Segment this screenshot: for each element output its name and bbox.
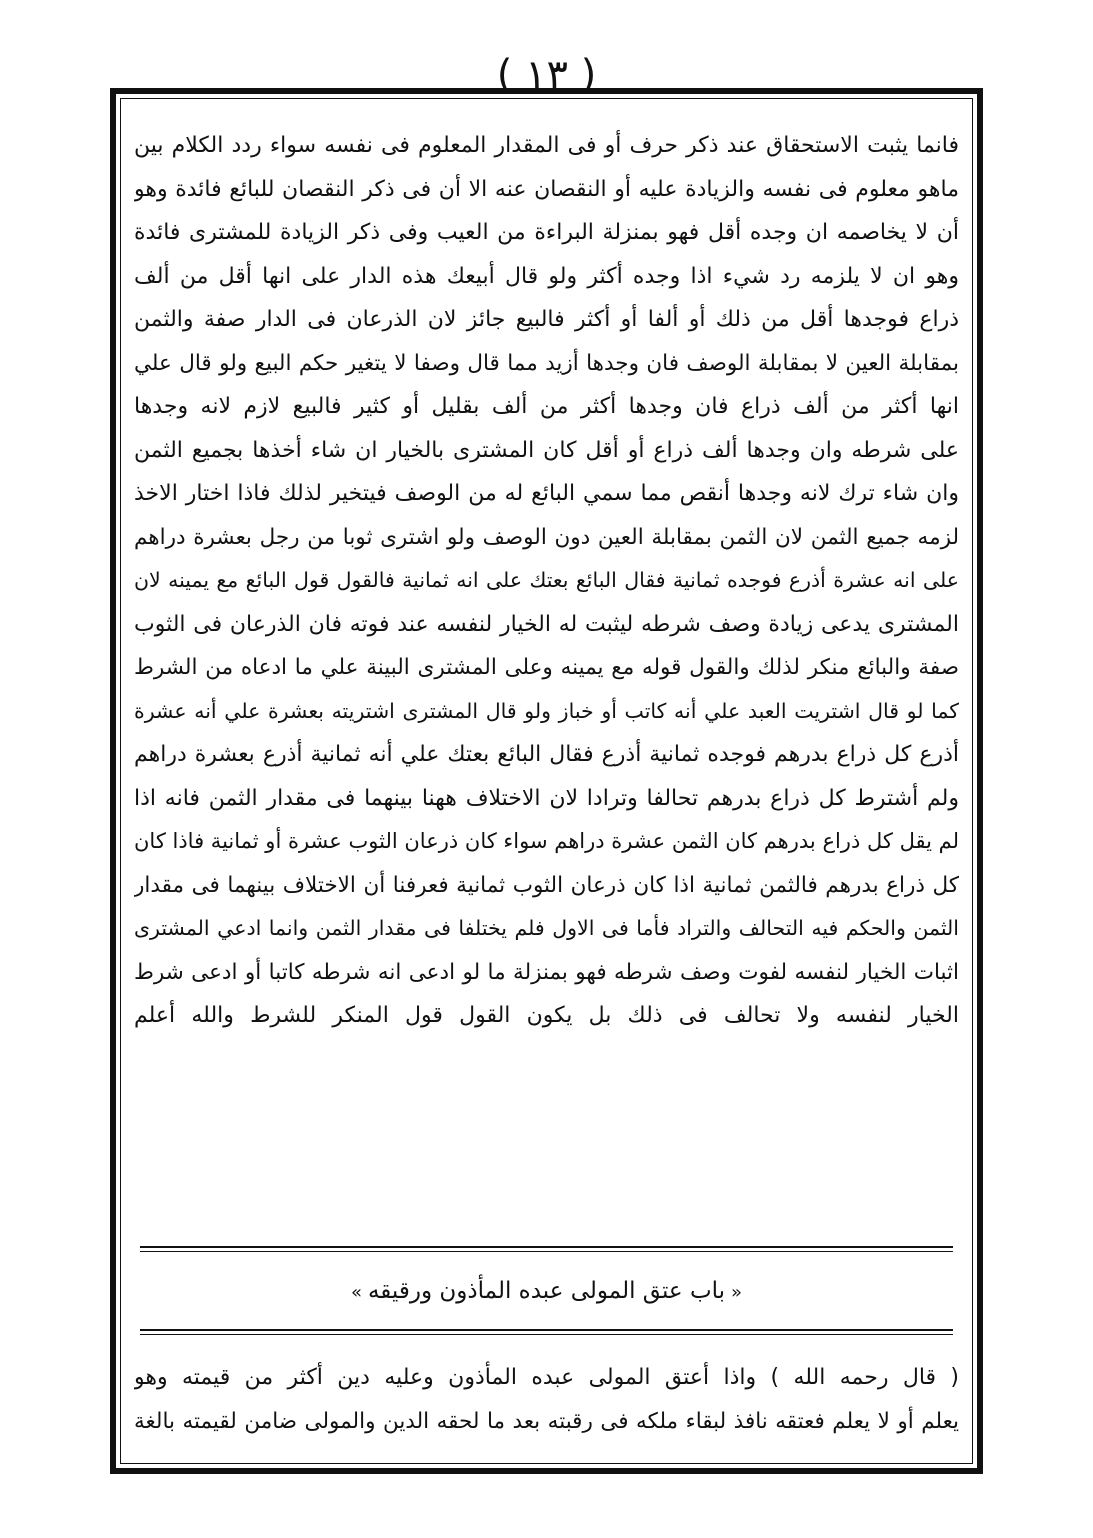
text-line: بمقابلة العين لا بمقابلة الوصف فان وجدها أزيد مما قال وصفا لا يتغير حكم البيع ولو قال علي — [134, 350, 959, 376]
ornament-left-icon: » — [350, 1282, 362, 1303]
text-line: على انه عشرة أذرع فوجده ثمانية فقال البائع بعتك على انه ثمانية فالقول قول البائع مع يمينه لان — [134, 568, 959, 592]
text-line: يعلم أو لا يعلم فعتقه نافذ لبقاء ملكه فى رقبته بعد ما لحقه الدين والمولى ضامن لقيمته بالغة — [134, 1408, 959, 1434]
text-line: وان شاء ترك لانه وجدها أنقص مما سمي البائع له من الوصف فيتخير لذلك فاذا اختار الاخذ — [134, 481, 959, 506]
text-line: فانما يثبت الاستحقاق عند ذكر حرف أو فى المقدار المعلوم فى نفسه سواء ردد الكلام بين — [134, 133, 959, 158]
text-line: الثمن والحكم فيه التحالف والتراد فأما فى الاول فلم يختلفا فى مقدار الثمن وانما ادعي المشترى — [134, 916, 959, 940]
section-text-body — [134, 1356, 959, 1443]
text-line: صفة والبائع منكر لذلك والقول قوله مع يمينه وعلى المشترى البينة علي ما ادعاه من الشرط — [134, 655, 959, 680]
text-line: الخيار لنفسه ولا تحالف فى ذلك بل يكون القول قول المنكر للشرط والله أعلم — [134, 1003, 959, 1028]
text-line: المشترى يدعى زيادة وصف شرطه ليثبت له الخيار لنفسه عند فوته فان الذرعان فى الثوب — [134, 611, 959, 637]
ornament-right-icon: « — [731, 1282, 743, 1303]
text-line: وهو ان لا يلزمه رد شيء اذا وجده أكثر ولو قال أبيعك هذه الدار على انها أقل من ألف — [134, 263, 959, 289]
text-line: ذراع فوجدها أقل من ذلك أو ألفا أو أكثر فالبيع جائز لان الذرعان فى الدار صفة والثمن — [134, 307, 959, 332]
text-line: أن لا يخاصمه ان وجده أقل فهو بمنزلة البراءة من العيب وفى ذكر الزيادة للمشترى فائدة — [134, 220, 959, 245]
text-line: لزمه جميع الثمن لان الثمن بمقابلة العين دون الوصف ولو اشترى ثوبا من رجل بعشرة دراهم — [134, 524, 959, 550]
page-border-frame — [110, 88, 983, 1474]
section-divider-top — [140, 1246, 953, 1248]
text-line: ماهو معلوم فى نفسه والزيادة عليه أو النقصان عنه الا أن فى ذكر النقصان للبائع فائدة وهو — [134, 176, 959, 202]
text-line: لم يقل كل ذراع بدرهم كان الثمن عشرة دراهم سواء كان ذرعان الثوب عشرة أو ثمانية فاذا كان — [134, 829, 959, 853]
page-number: ( ١٣ ) — [496, 52, 597, 98]
text-line: اثبات الخيار لنفسه لفوت وصف شرطه فهو بمنزلة ما لو ادعى انه شرطه كاتبا أو ادعى شرط — [134, 959, 959, 985]
text-line: كل ذراع بدرهم فالثمن ثمانية اذا كان ذرعان الثوب ثمانية فعرفنا أن الاختلاف بينهما فى مقدار — [134, 872, 959, 898]
text-line: كما لو قال اشتريت العبد علي أنه كاتب أو خباز ولو قال المشترى اشتريته بعشرة علي أنه عشرة — [134, 698, 959, 723]
section-divider-bottom-thin — [140, 1334, 953, 1335]
text-line: أذرع كل ذراع بدرهم فوجده ثمانية أذرع فقال البائع بعتك علي أنه ثمانية أذرع بعشرة دراهم — [134, 742, 959, 767]
text-line: انها أكثر من ألف ذراع فان وجدها أكثر من ألف بقليل أو كثير فالبيع لازم لانه وجدها — [134, 394, 959, 419]
main-text-body — [134, 124, 959, 1038]
section-divider-bottom — [140, 1329, 953, 1331]
section-heading-text: باب عتق المولى عبده المأذون ورقيقه — [367, 1278, 726, 1304]
section-heading — [116, 1269, 977, 1313]
text-line: ( قال رحمه الله ) واذا أعتق المولى عبده المأذون وعليه دين أكثر من قيمته وهو — [134, 1365, 959, 1390]
text-line: ولم أشترط كل ذراع بدرهم تحالفا وترادا لان الاختلاف ههنا بينهما فى مقدار الثمن فانه اذا — [134, 785, 959, 811]
section-divider-top-thin — [140, 1251, 953, 1252]
text-line: على شرطه وان وجدها ألف ذراع أو أقل كان المشترى بالخيار ان شاء أخذها بجميع الثمن — [134, 437, 959, 463]
